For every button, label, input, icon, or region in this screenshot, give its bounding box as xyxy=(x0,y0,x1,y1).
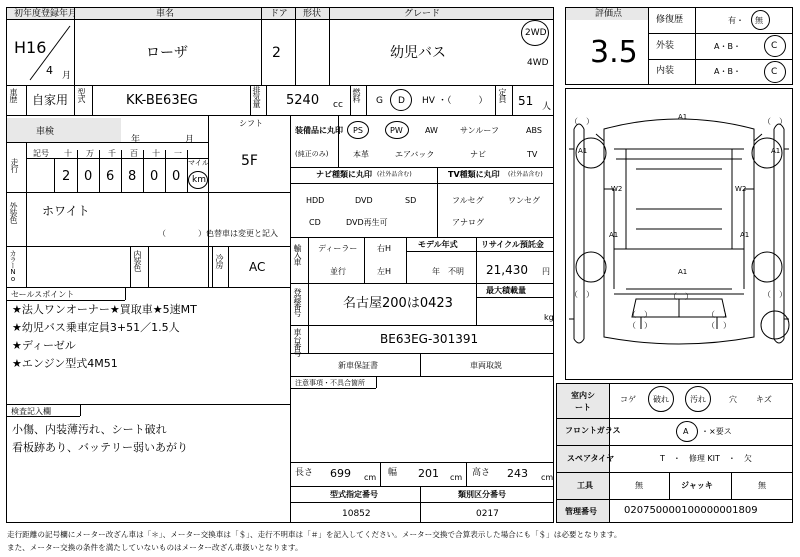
cc-unit: cc xyxy=(333,100,343,110)
spare-tire-label: スペアタイヤ xyxy=(567,454,615,463)
diagram-a1-left-1: A1 xyxy=(578,147,588,155)
fuel-hv: HV xyxy=(422,96,435,106)
diagram-a1-right-1: A1 xyxy=(771,147,781,155)
drive-4wd: 4WD xyxy=(527,58,549,68)
diagram-a1-left-2: A1 xyxy=(609,231,619,239)
equip-aw: AW xyxy=(425,126,438,135)
doors: 2 xyxy=(272,45,281,61)
control-number: 020750000100000001809 xyxy=(624,505,758,516)
repair-options: 有・ xyxy=(728,16,744,25)
equip-sunroof: サンルーフ xyxy=(460,126,499,135)
car-name: ローザ xyxy=(146,45,188,61)
bus-damage-diagram xyxy=(566,89,792,379)
windshield-label: フロントガラス xyxy=(565,426,621,435)
exterior-grade-selected: C xyxy=(771,41,778,51)
import-right: 右H xyxy=(377,244,392,253)
exterior-color: ホワイト xyxy=(42,204,90,218)
width-label: 幅 xyxy=(388,468,398,478)
month-unit: 月 xyxy=(62,71,72,81)
height-label: 高さ xyxy=(472,468,491,478)
fuel-other: ・（ ） xyxy=(438,96,488,106)
length: 699 xyxy=(330,467,351,480)
windshield-selected: A xyxy=(683,427,689,436)
tv-sub: (社外品含む) xyxy=(508,171,543,178)
tools: 無 xyxy=(635,481,643,490)
diagram-a1-top: A1 xyxy=(678,113,688,121)
sales-point-2: ★幼児バス乗車定員3+51／1.5人 xyxy=(12,321,180,334)
diagram-w2-left: W2 xyxy=(611,185,623,193)
repaint-note: （ ）色替車は変更と記入 xyxy=(158,229,278,238)
import-left: 左H xyxy=(377,267,392,276)
digit-label-5: 十 xyxy=(152,149,160,158)
record-label: 記号 xyxy=(33,149,49,158)
navi-label: ナビ種類に丸印 xyxy=(316,170,372,179)
fuel-g: G xyxy=(376,96,383,106)
mileage-digit-2: 0 xyxy=(84,169,93,184)
interior-seat-label: 室内シート xyxy=(571,391,595,412)
recycle: 21,430 xyxy=(486,263,528,277)
mileage-digit-5: 0 xyxy=(150,169,159,184)
height: 243 xyxy=(507,467,528,480)
width: 201 xyxy=(418,467,439,480)
diagram-paren-2: （ ） xyxy=(763,117,787,126)
drive-2wd: 2WD xyxy=(525,28,547,38)
diagram-paren-8: （ ） xyxy=(628,321,652,330)
class-label: 類別区分番号 xyxy=(458,490,506,499)
designation: 10852 xyxy=(342,509,371,519)
length-label: 長さ xyxy=(295,468,314,478)
km-unit: km xyxy=(192,175,206,185)
control-number-label: 管理番号 xyxy=(565,507,597,516)
length-unit: cm xyxy=(364,473,377,482)
mileage-digit-6: 0 xyxy=(172,169,181,184)
capacity-label: 定員 xyxy=(498,88,507,102)
equip-airbag: エアバック xyxy=(395,150,435,159)
model-year: 年 不明 xyxy=(432,267,464,276)
grade: 幼児バス xyxy=(390,45,446,61)
era-year: H16 xyxy=(14,38,47,57)
first-reg-label: 初年度登録年月 xyxy=(14,9,78,19)
shaken-year: 年 xyxy=(131,135,141,145)
diagram-paren-3: （ ） xyxy=(570,290,594,299)
displacement-label: 排気量 xyxy=(252,86,261,107)
diagram-paren-7: （ ） xyxy=(707,310,731,319)
usage-label: 車歴 xyxy=(9,88,18,102)
spare-tire-options: T ・ 修理 KIT ・ 欠 xyxy=(660,454,752,463)
tv-label: TV種類に丸印 xyxy=(448,170,500,179)
seat-scratch: キズ xyxy=(756,395,772,404)
tv-oneseg: ワンセグ xyxy=(508,196,540,205)
registration-label: 登録番号 xyxy=(293,288,302,316)
height-unit: cm xyxy=(541,473,554,482)
capacity: 51 xyxy=(518,94,534,108)
equip-tv: TV xyxy=(527,150,538,159)
score-label: 評価点 xyxy=(595,9,623,19)
color-no-label: カラーNo. xyxy=(9,250,17,289)
equipment-label: 装備品に丸印 xyxy=(295,126,343,135)
car-name-label: 車名 xyxy=(156,9,175,19)
digit-label-1: 十 xyxy=(64,149,72,158)
digit-label-3: 千 xyxy=(108,149,116,158)
fuel-selected-circle xyxy=(390,89,412,111)
repair-selected: 無 xyxy=(755,16,763,25)
fuel-label: 燃料 xyxy=(352,88,361,102)
footer-note-1: 走行距離の記号欄にメーター改ざん車は「＊」、メーター交換車は「＄」、走行不明車は「＃」を記入してください。メーター交換で合算表示した場合にも「＄」は必要となります。 xyxy=(7,530,622,539)
sales-points-label: セールスポイント xyxy=(11,290,75,299)
ac: AC xyxy=(249,260,266,274)
tv-analog: アナログ xyxy=(452,218,484,227)
digit-label-2: 万 xyxy=(86,149,94,158)
diagram-paren-4: （ ） xyxy=(763,290,787,299)
sales-point-4: ★エンジン型式4M51 xyxy=(12,357,118,370)
seat-dirt: 汚れ xyxy=(690,395,706,404)
shift-label: シフト xyxy=(239,119,263,128)
windshield-options: ・×要ス xyxy=(701,427,732,436)
model-year-label: モデル年式 xyxy=(418,240,458,249)
diagram-paren-5: （ ） xyxy=(669,292,693,301)
footer-note-2: また、メーター交換の条件を満たしていないものはメーター改ざん車扱いとなります。 xyxy=(7,543,303,552)
max-load-unit: kg xyxy=(544,313,554,322)
jack: 無 xyxy=(758,481,766,490)
mileage-digit-4: 8 xyxy=(128,169,137,184)
import-label: 輸入車 xyxy=(293,244,302,265)
repair-label: 修復歴 xyxy=(656,15,684,25)
max-load-label: 最大積載量 xyxy=(486,286,526,295)
mileage-label: 走行 xyxy=(10,158,19,172)
diagram-paren-6: （ ） xyxy=(628,310,652,319)
model-label: 型式 xyxy=(77,88,86,102)
fuel-d: D xyxy=(398,96,405,106)
usage: 自家用 xyxy=(32,93,69,107)
exterior-grade-label: 外装 xyxy=(656,41,675,51)
navi-sd: SD xyxy=(405,196,417,205)
notes-label: 注意事項・不具合箇所 xyxy=(295,379,365,387)
exterior-grade-options: A・B・ xyxy=(714,42,741,51)
diagram-a1-right-2: A1 xyxy=(740,231,750,239)
reg-month: 4 xyxy=(46,64,53,77)
mileage-digit-3: 6 xyxy=(106,169,115,184)
mileage-digit-1: 2 xyxy=(62,169,71,184)
mile-label: マイル xyxy=(188,159,209,167)
jack-label: ジャッキ xyxy=(681,481,713,490)
shift: 5F xyxy=(241,153,258,169)
grade-label: グレード xyxy=(404,9,441,19)
shaken-label: 車検 xyxy=(36,127,55,137)
width-unit: cm xyxy=(450,473,463,482)
ac-label: 冷房 xyxy=(215,254,224,268)
import-parallel: 並行 xyxy=(330,267,346,276)
digit-label-4: 百 xyxy=(130,149,138,158)
class-number: 0217 xyxy=(476,509,499,519)
interior-color-label: 内装色 xyxy=(133,250,142,271)
sales-point-3: ★ディーゼル xyxy=(12,339,76,352)
manual: 車両取説 xyxy=(470,361,502,370)
diagram-paren-1: （ ） xyxy=(570,117,594,126)
digit-label-6: 一 xyxy=(174,149,182,158)
capacity-unit: 人 xyxy=(542,102,552,112)
navi-sub: (社外品含む) xyxy=(377,171,412,178)
navi-dvd-play: DVD再生可 xyxy=(346,218,388,227)
tools-label: 工具 xyxy=(577,481,593,490)
door-label: ドア xyxy=(270,9,288,19)
equip-navi: ナビ xyxy=(470,150,486,159)
new-car-warranty: 新車保証書 xyxy=(338,361,378,370)
inspector-line-2: 看板跡あり、バッテリー弱いあがり xyxy=(12,441,188,454)
chassis-label: 車台番号 xyxy=(293,328,302,356)
sales-point-1: ★法人ワンオーナー★買取車★5速MT xyxy=(12,303,197,316)
tv-fullseg: フルセグ xyxy=(452,196,484,205)
interior-grade-selected: C xyxy=(771,67,778,77)
interior-grade-label: 内装 xyxy=(656,66,675,76)
recycle-label: リサイクル預託金 xyxy=(481,240,544,249)
seat-tear: 破れ xyxy=(653,395,669,404)
diagram-paren-9: （ ） xyxy=(707,321,731,330)
interior-grade-options: A・B・ xyxy=(714,67,741,76)
navi-cd: CD xyxy=(309,218,321,227)
shaken-month: 月 xyxy=(185,135,195,145)
registration-number: 名古屋200は0423 xyxy=(343,296,453,311)
recycle-unit: 円 xyxy=(542,267,550,276)
exterior-color-label: 外装色 xyxy=(9,202,18,223)
equip-ps: PS xyxy=(353,126,363,135)
inspector-line-1: 小傷、内装薄汚れ、シート破れ xyxy=(12,423,167,436)
navi-hdd: HDD xyxy=(306,196,325,205)
shape-label: 形状 xyxy=(303,9,322,19)
equip-leather: 本革 xyxy=(353,150,369,159)
designation-label: 型式指定番号 xyxy=(330,490,378,499)
equip-abs: ABS xyxy=(526,126,542,135)
seat-hole: 穴 xyxy=(729,395,737,404)
inspector-label: 検査記入欄 xyxy=(11,407,51,416)
displacement: 5240 xyxy=(286,93,320,108)
score-value: 3.5 xyxy=(590,35,638,70)
import-dealer: ディーラー xyxy=(318,244,358,253)
seat-koge: コゲ xyxy=(620,395,636,404)
equipment-sub: (純正のみ) xyxy=(295,150,329,158)
equip-pw: PW xyxy=(390,126,403,135)
model: KK-BE63EG xyxy=(126,93,198,108)
navi-dvd: DVD xyxy=(355,196,373,205)
diagram-w2-right: W2 xyxy=(735,185,747,193)
chassis-number: BE63EG-301391 xyxy=(380,332,479,346)
diagram-a1-bottom: A1 xyxy=(678,268,688,276)
